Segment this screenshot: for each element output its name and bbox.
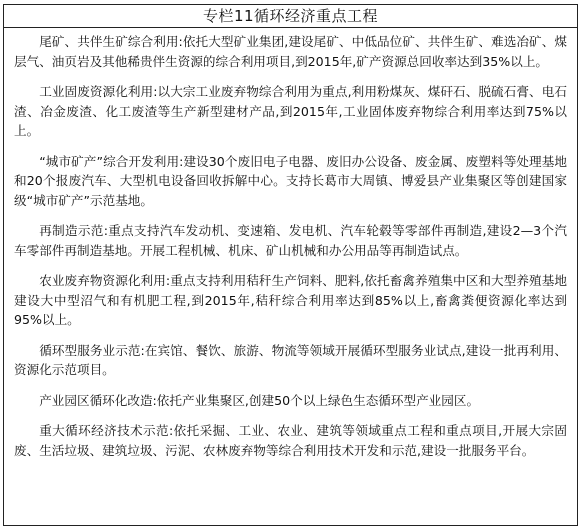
column-title: 专栏11循环经济重点工程	[4, 5, 577, 28]
paragraph-agricultural-waste: 农业废弃物资源化利用:重点支持利用秸秆生产饲料、肥料,依托畜禽养殖集中区和大型养殖基地建设大中型沼气和有机肥工程,到2015年,秸秆综合利用率达到85%以上,畜禽粪便资源化率达到95%以上。	[14, 273, 567, 327]
paragraph-circular-services: 循环型服务业示范:在宾馆、餐饮、旅游、物流等领域开展循环型服务业试点,建设一批再利用、资源化示范项目。	[14, 342, 567, 377]
paragraph-tailings: 尾矿、共伴生矿综合利用:依托大型矿业集团,建设尾矿、中低品位矿、共伴生矿、难选冶矿、煤层气、油页岩及其他稀贵伴生资源的综合利用项目,到2015年,矿产资源总回收率达到35%以上。	[14, 34, 567, 69]
column-box	[3, 4, 578, 526]
paragraph-industrial-parks: 产业园区循环化改造:依托产业集聚区,创建50个以上绿色生态循环型产业园区。	[39, 392, 480, 408]
paragraph-industrial-waste: 工业固废资源化利用:以大宗工业废弃物综合利用为重点,利用粉煤灰、煤矸石、脱硫石膏、电石渣、冶金废渣、化工废渣等生产新型建材产品,到2015年,工业固体废弃物综合利用率达到75%以上。	[14, 84, 567, 138]
paragraph-remanufacturing: 再制造示范:重点支持汽车发动机、变速箱、发电机、汽车轮毂等零部件再制造,建设2—3个汽车零部件再制造基地。开展工程机械、机床、矿山机械和办公用品等再制造试点。	[14, 223, 567, 258]
column-content	[4, 28, 577, 460]
paragraph-urban-mine: “城市矿产”综合开发利用:建设30个废旧电子电器、废旧办公设备、废金属、废塑料等处理基地和20个报废汽车、大型机电设备回收拆解中心。支持长葛市大周镇、博爱县产业集聚区等创建国家级“城市矿产”示范基地。	[14, 153, 567, 208]
paragraph-technology-demo: 重大循环经济技术示范:依托采掘、工业、农业、建筑等领域重点工程和重点项目,开展大宗固废、生活垃圾、建筑垃圾、污泥、农林废弃物等综合利用技术开发和示范,建设一批服务平台。	[14, 423, 567, 458]
